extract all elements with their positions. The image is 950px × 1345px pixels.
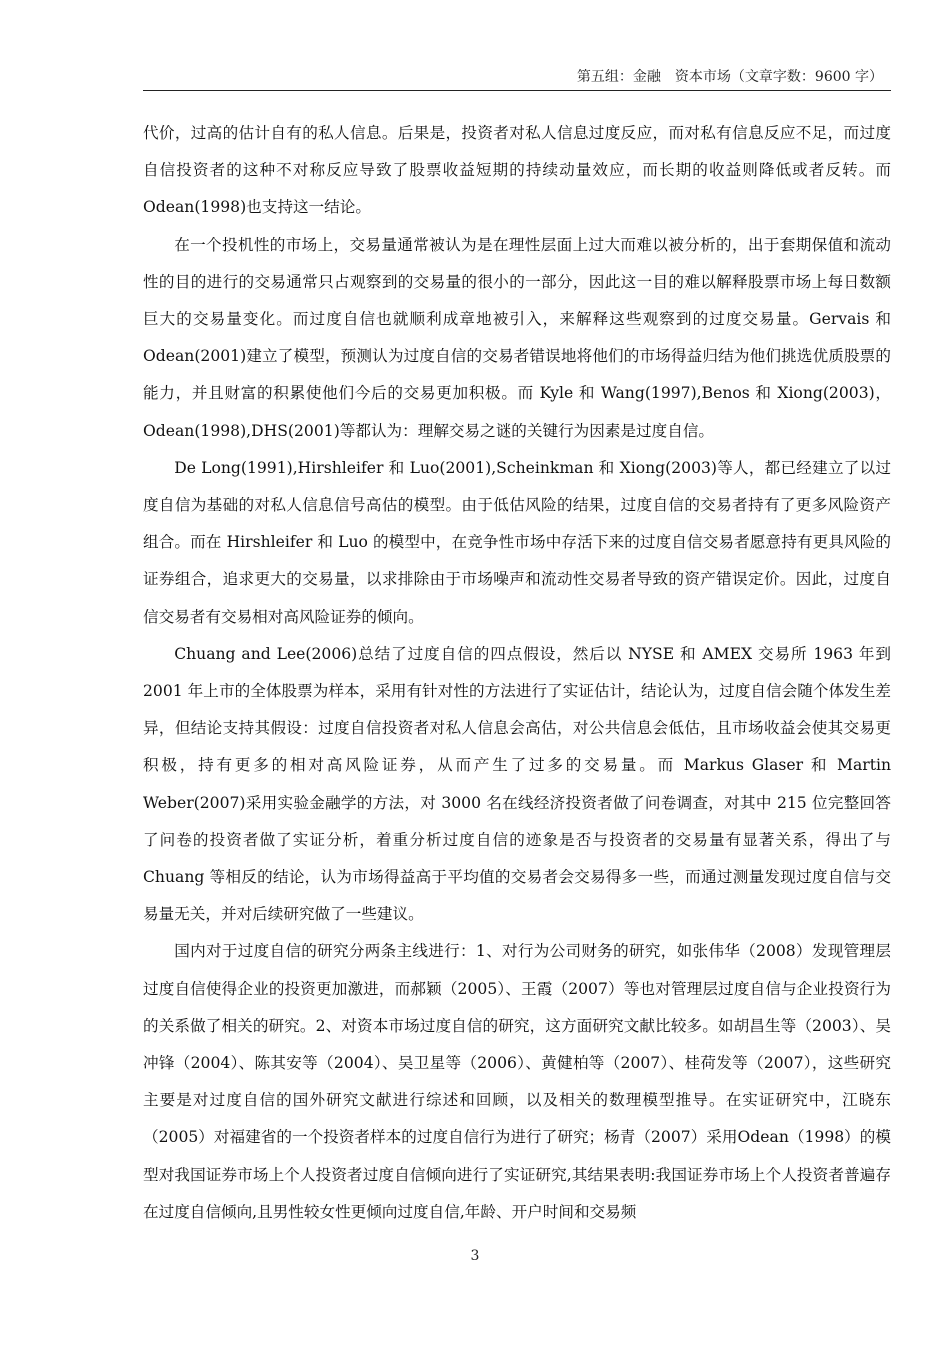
paragraph: De Long(1991),Hirshleifer 和 Luo(2001),Scheinkman 和 Xiong(2003)等人，都已经建立了以过度自信为基础的对私人信息信号高估的模型。由于低估风险的结果，过度自信的交易者持有了更多风险资产组合。而在 Hirshleifer 和 Luo 的模型中，在竞争性市场中存活下来的过度自信交易者愿意持有更具风险的证券组合，追求更大的交易量，以求排除由于市场噪声和流动性交易者导致的资产错误定价。因此，过度自信交易者有交易相对高风险证券的倾向。 [143,458,891,626]
paragraph: 国内对于过度自信的研究分两条主线进行：1、对行为公司财务的研究，如张伟华（2008）发现管理层过度自信使得企业的投资更加激进，而郝颖（2005）、王霞（2007）等也对管理层过度自信与企业投资行为的关系做了相关的研究。2、对资本市场过度自信的研究，这方面研究文献比较多。如胡昌生等（2003）、吴冲锋（2004）、陈其安等（2004）、吴卫星等（2006）、黄健柏等（2007）、桂荷发等（2007），这些研究主要是对过度自信的国外研究文献进行综述和回顾，以及相关的数理模型推导。在实证研究中，江晓东（2005）对福建省的一个投资者样本的过度自信行为进行了研究；杨青（2007）采用Odean（1998）的模型对我国证券市场上个人投资者过度自信倾向进行了实证研究,其结果表明:我国证券市场上个人投资者普遍存在过度自信倾向,且男性较女性更倾向过度自信,年龄、开户时间和交易频 [143,942,891,1221]
paragraph: Chuang and Lee(2006)总结了过度自信的四点假设，然后以 NYSE 和 AMEX 交易所 1963 年到 2001 年上市的全体股票为样本，采用有针对性的方法进行了实证估计，结论认为，过度自信会随个体发生差异，但结论支持其假设：过度自信投资者对私人信息会高估，对公共信息会低估，且市场收益会使其交易更积极，持有更多的相对高风险证券，从而产生了过多的交易量。而 Markus Glaser 和 Martin Weber(2007)采用实验金融学的方法，对 3000 名在线经济投资者做了问卷调查，对其中 215 位完整回答了问卷的投资者做了实证分析，着重分析过度自信的迹象是否与投资者的交易量有显著关系，得出了与 Chuang 等相反的结论，认为市场得益高于平均值的交易者会交易得多一些，而通过测量发现过度自信与交易量无关，并对后续研究做了一些建议。 [143,644,891,924]
paragraph: 在一个投机性的市场上，交易量通常被认为是在理性层面上过大而难以被分析的，出于套期保值和流动性的目的进行的交易通常只占观察到的交易量的很小的一部分，因此这一目的难以解释股票市场上每日数额巨大的交易量变化。而过度自信也就顺利成章地被引入，来解释这些观察到的过度交易量。Gervais 和 Odean(2001)建立了模型，预测认为过度自信的交易者错误地将他们的市场得益归结为他们挑选优质股票的能力，并且财富的积累使他们今后的交易更加积极。而 Kyle 和 Wang(1997),Benos 和 Xiong(2003)，Odean(1998),DHS(2001)等都认为：理解交易之谜的关键行为因素是过度自信。 [143,235,891,440]
paragraph: 代价，过高的估计自有的私人信息。后果是，投资者对私人信息过度反应，而对私有信息反应不足，而过度自信投资者的这种不对称反应导致了股票收益短期的持续动量效应，而长期的收益则降低或者反转。而 Odean(1998)也支持这一结论。 [143,124,891,217]
page-number: 3 [470,1248,480,1264]
document-body [143,115,891,1231]
header-text: 第五组：金融 资本市场（文章字数：9600 字） [576,69,883,85]
page-header [143,64,891,91]
